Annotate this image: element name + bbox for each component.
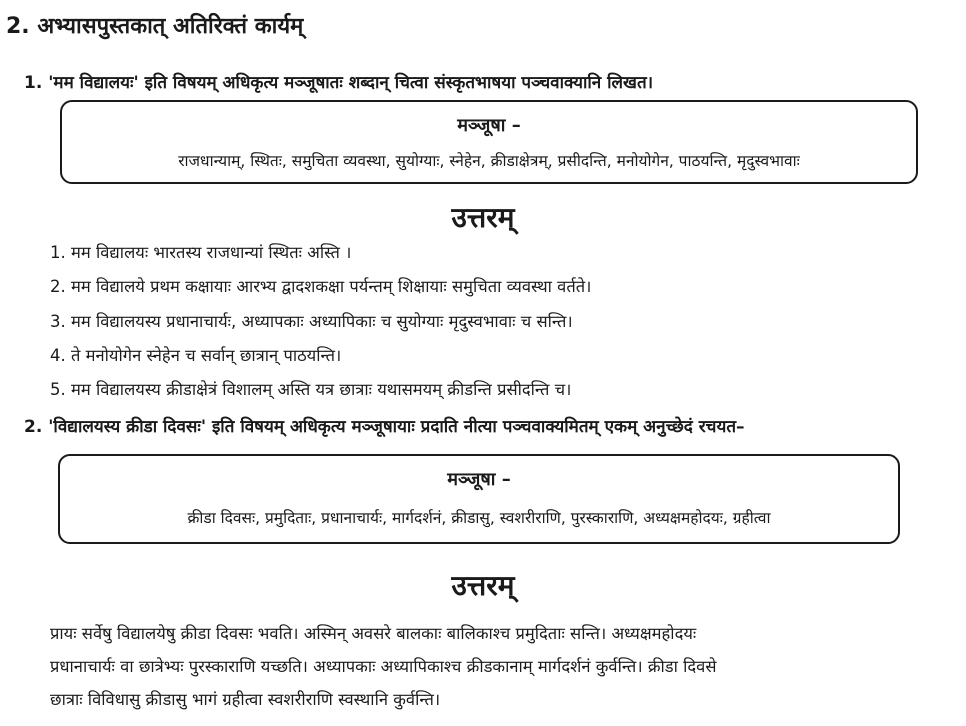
paragraph-line: प्रधानाचार्यः वा छात्रेभ्यः पुरस्काराणि यच्छति। अध्यापकाः अध्यापिकाश्च क्रीडकानाम् मार्गदर्शनं कुर्वन्ति। क्रीडा दिवसे [50, 657, 717, 676]
answer-line: 3. मम विद्यालयस्य प्रधानाचार्यः, अध्यापकाः अध्यापिकाः च सुयोग्याः मृदुस्वभावाः च सन्ति। [50, 312, 573, 331]
paragraph-line: छात्राः विविधासु क्रीडासु भागं ग्रहीत्वा स्वशरीराणि स्वस्थानि कुर्वन्ति। [50, 690, 441, 709]
answer-line: 4. ते मनोयोगेन स्नेहेन च सर्वान् छात्रान् पाठयन्ति। [50, 346, 342, 365]
section-heading: 2. अभ्यासपुस्तकात् अतिरिक्तं कार्यम् [6, 14, 304, 39]
word-box-1 [60, 100, 918, 184]
word-box-1-title: मञ्जूषा – [457, 115, 521, 136]
question-2-prompt: 2. 'विद्यालयस्य क्रीडा दिवसः' इति विषयम् अधिकृत्य मञ्जूषायाः प्रदाति नीत्या पञ्चवाक्यमितम् एकम् अनुच्छेदं रचयत– [24, 417, 745, 437]
answer-line: 2. मम विद्यालये प्रथम कक्षायाः आरभ्य द्वादशकक्षा पर्यन्तम् शिक्षायाः समुचिता व्यवस्था वर्तते। [50, 277, 592, 296]
answer-line: 1. मम विद्यालयः भारतस्य राजधान्यां स्थितः अस्ति । [50, 243, 352, 262]
answer-line: 5. मम विद्यालयस्य क्रीडाक्षेत्रं विशालम् अस्ति यत्र छात्राः यथासमयम् क्रीडन्ति प्रसीदन्ति च। [50, 380, 572, 399]
word-box-2 [58, 454, 900, 544]
answer-paragraph [50, 617, 956, 716]
answer-heading-1: उत्तरम् [451, 201, 515, 234]
word-box-2-words: क्रीडा दिवसः, प्रमुदिताः, प्रधानाचार्यः, मार्गदर्शनं, क्रीडासु, स्वशरीराणि, पुरस्काराणि, अध्यक्षमहोदयः, ग्रहीत्वा [187, 509, 771, 527]
paragraph-line: प्रायः सर्वेषु विद्यालयेषु क्रीडा दिवसः भवति। अस्मिन् अवसरे बालकाः बालिकाश्च प्रमुदिताः सन्ति। अध्यक्षमहोदयः [50, 624, 697, 643]
word-box-2-title: मञ्जूषा – [447, 469, 511, 490]
question-1-prompt: 1. 'मम विद्यालयः' इति विषयम् अधिकृत्य मञ्जूषातः शब्दान् चित्वा संस्कृतभाषया पञ्चवाक्यानि लिखत। [24, 73, 654, 93]
answer-heading-2: उत्तरम् [451, 569, 515, 602]
word-box-1-words: राजधान्याम्, स्थितः, समुचिता व्यवस्था, सुयोग्याः, स्नेहेन, क्रीडाक्षेत्रम्, प्रसीदन्ति, मनोयोगेन, पाठयन्ति, मृदुस्वभावाः [178, 152, 800, 170]
